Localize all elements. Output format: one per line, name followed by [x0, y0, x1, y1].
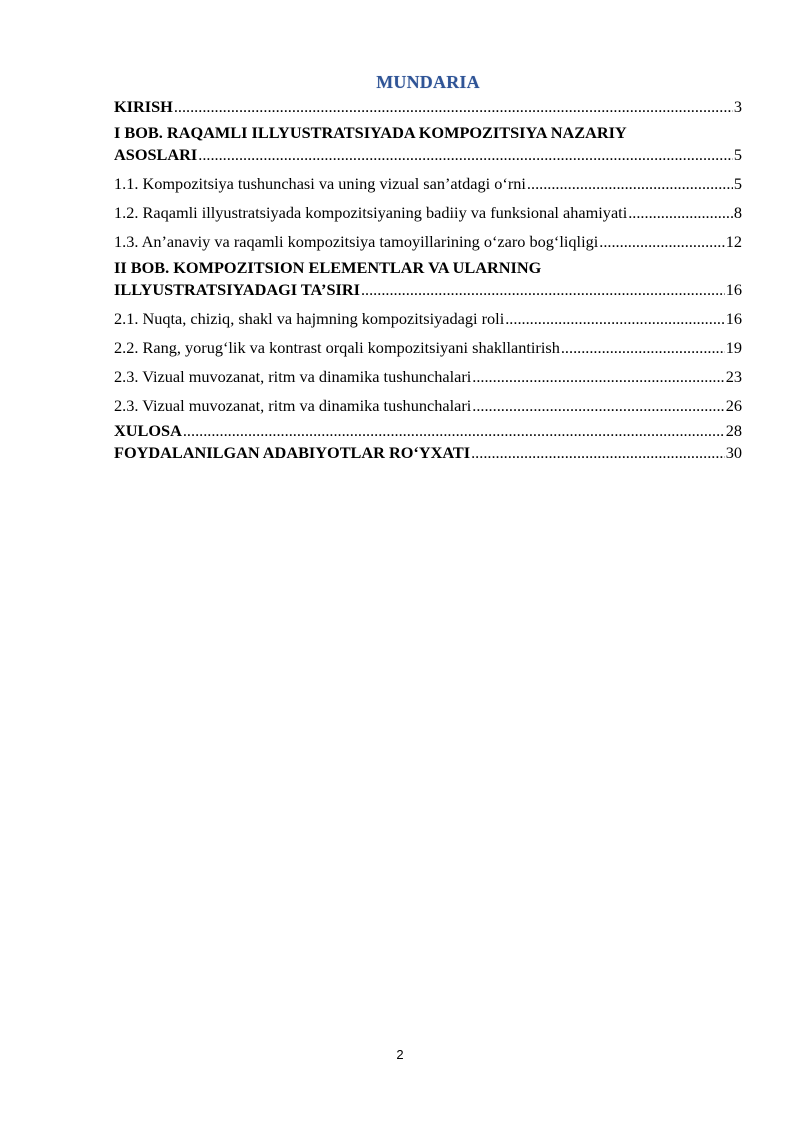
toc-entry[interactable]: [114, 337, 742, 359]
toc-entry-line: [114, 202, 742, 224]
toc-entry-text: I BOB. RAQAMLI ILLYUSTRATSIYADA KOMPOZITSIYA NAZARIY: [114, 123, 627, 142]
toc-entry-text: 1.3. An’anaviy va raqamli kompozitsiya tamoyillarining o‘zaro bog‘liqligi: [114, 232, 599, 251]
toc-entry-line: [114, 144, 742, 166]
toc-title: MUNDARIA: [376, 72, 480, 92]
toc-page-number: 16: [725, 280, 742, 299]
toc-entry[interactable]: [114, 122, 742, 166]
toc-page-number: 19: [725, 338, 742, 357]
toc-entry-text: 2.2. Rang, yorug‘lik va kontrast orqali kompozitsiyani shakllantirish: [114, 338, 560, 357]
toc-page-number: 3: [733, 97, 742, 116]
toc-page-number: 8: [733, 203, 742, 222]
toc-entry-text: 2.3. Vizual muvozanat, ritm va dinamika tushunchalari: [114, 396, 472, 415]
dot-leader: [174, 96, 733, 118]
toc-entry-line: [114, 257, 742, 279]
toc-entry-text: 1.2. Raqamli illyustratsiyada kompozitsiyaning badiiy va funksional ahamiyati: [114, 203, 628, 222]
toc-entry[interactable]: [114, 395, 742, 417]
toc-entry-line: [114, 279, 742, 301]
toc-page-number: 26: [725, 396, 742, 415]
toc-page-number: 23: [725, 367, 742, 386]
dot-leader: [472, 366, 724, 388]
toc-entry[interactable]: [114, 420, 742, 442]
dot-leader: [628, 202, 733, 224]
toc-entry[interactable]: [114, 202, 742, 224]
toc-entry-text: FOYDALANILGAN ADABIYOTLAR RO‘YXATI: [114, 443, 471, 462]
dot-leader: [599, 231, 724, 253]
toc-entry-text: ILLYUSTRATSIYADAGI TA’SIRI: [114, 280, 360, 299]
toc-entry[interactable]: [114, 442, 742, 464]
toc-page-number: 5: [733, 174, 742, 193]
toc-page-number: 28: [725, 421, 742, 440]
toc-entry-line: [114, 231, 742, 253]
toc-entry-line: [114, 308, 742, 330]
toc-page-number: 30: [725, 443, 742, 462]
dot-leader: [527, 173, 733, 195]
toc-entry[interactable]: [114, 231, 742, 253]
toc-entry-line: [114, 337, 742, 359]
dot-leader: [505, 308, 724, 330]
page-number: 2: [396, 1047, 404, 1062]
toc-entry-line: [114, 395, 742, 417]
toc-entry[interactable]: [114, 366, 742, 388]
toc-entry-line: [114, 96, 742, 118]
toc-entry-text: KIRISH: [114, 97, 173, 116]
toc-entry-text: 2.3. Vizual muvozanat, ritm va dinamika tushunchalari: [114, 367, 472, 386]
toc-entry-text: XULOSA: [114, 421, 182, 440]
toc-entry-line: [114, 122, 742, 144]
toc-entry-line: [114, 420, 742, 442]
toc-entry-line: [114, 173, 742, 195]
toc-entry-line: [114, 442, 742, 464]
toc-entry[interactable]: [114, 173, 742, 195]
toc-entry-text: 1.1. Kompozitsiya tushunchasi va uning vizual san’atdagi o‘rni: [114, 174, 526, 193]
toc-page-number: 12: [725, 232, 742, 251]
document-page: [114, 72, 742, 464]
toc-entry-text: 2.1. Nuqta, chiziq, shakl va hajmning kompozitsiyadagi roli: [114, 309, 505, 328]
dot-leader: [561, 337, 725, 359]
toc-entry[interactable]: [114, 257, 742, 301]
dot-leader: [183, 420, 725, 442]
dot-leader: [471, 442, 725, 464]
toc-entry-text: II BOB. KOMPOZITSION ELEMENTLAR VA ULARNING: [114, 258, 542, 277]
dot-leader: [361, 279, 725, 301]
toc-entry[interactable]: [114, 96, 742, 118]
dot-leader: [198, 144, 733, 166]
toc-entry-line: [114, 366, 742, 388]
toc-page-number: 5: [733, 145, 742, 164]
toc-entry[interactable]: [114, 308, 742, 330]
toc-page-number: 16: [725, 309, 742, 328]
toc-entry-text: ASOSLARI: [114, 145, 198, 164]
toc-list: [114, 96, 742, 464]
dot-leader: [472, 395, 724, 417]
